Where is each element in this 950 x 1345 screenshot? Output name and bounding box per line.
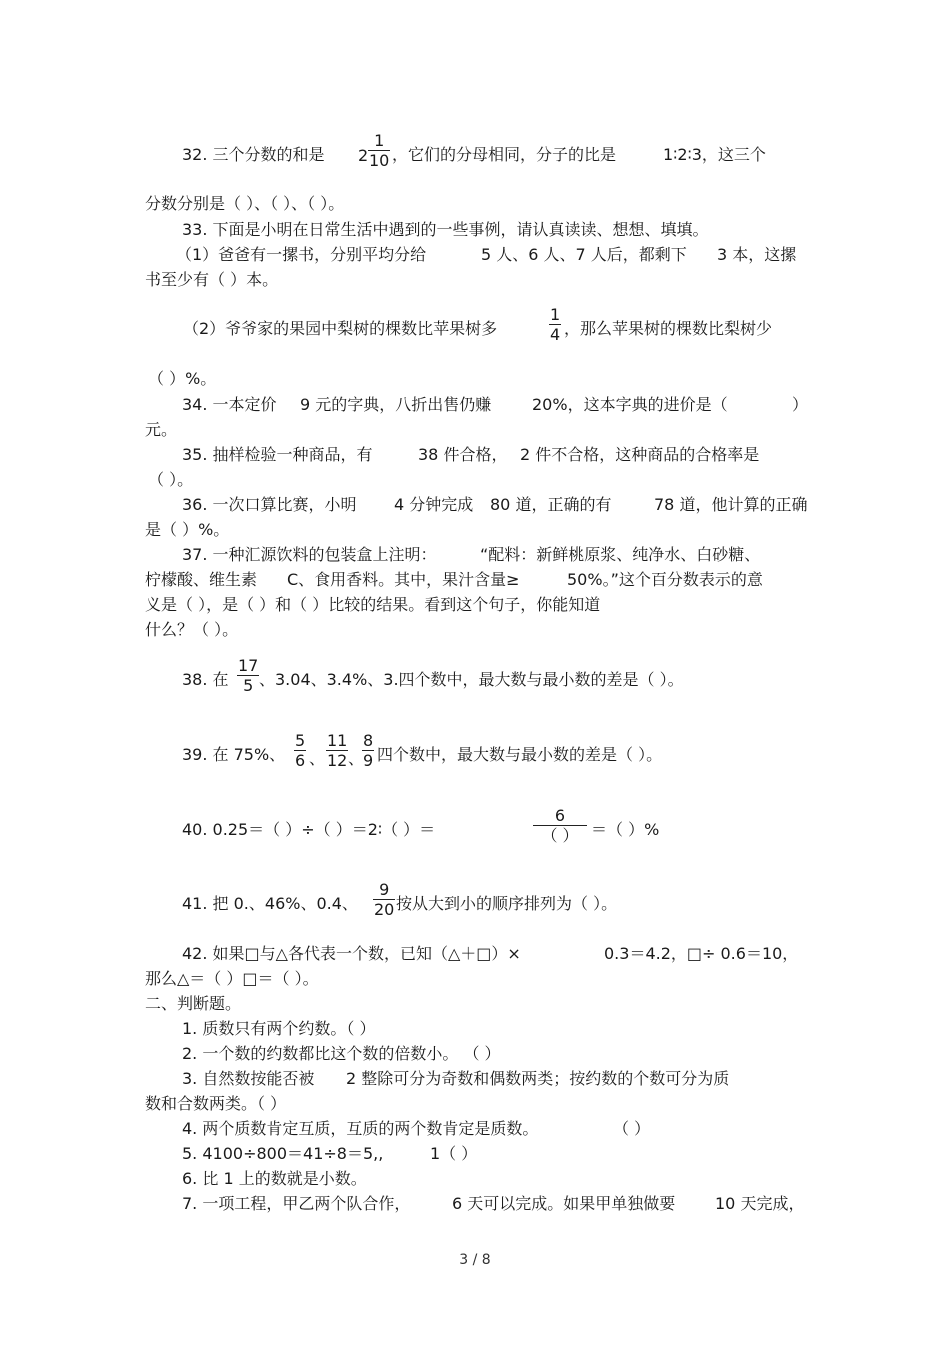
q34-text-b: 9 元的字典，八折出售仍赚 xyxy=(300,395,492,414)
q42-text-a: 42. 如果□与△各代表一个数，已知（△＋□）× xyxy=(182,944,521,963)
q37-text-c: 柠檬酸、维生素 xyxy=(145,570,258,589)
q36-text-b: 4 分钟完成 xyxy=(394,495,474,514)
q41-text-b: 按从大到小的顺序排列为（ ）。 xyxy=(396,894,618,913)
q33-p1-d: 书至少有（ ）本。 xyxy=(145,270,279,289)
q41-denominator: 20 xyxy=(374,900,395,919)
judgement-3-b: 2 整除可分为奇数和偶数两类；按约数的个数可分为质 xyxy=(346,1069,730,1088)
judgement-2: 2. 一个数的约数都比这个数的倍数小。 （ ） xyxy=(182,1044,501,1063)
q32-fraction xyxy=(368,131,390,170)
q39-text-b: 四个数中，最大数与最小数的差是（ ）。 xyxy=(377,745,663,764)
q37-text-e: 50%。”这个百分数表示的意 xyxy=(567,570,763,589)
q42-text-b: 0.3＝4.2，□÷ 0.6＝10， xyxy=(604,944,799,963)
q34-text-d: ） xyxy=(792,395,809,414)
q36-text-d: 78 道，他计算的正确 xyxy=(654,495,808,514)
q39-fraction-3 xyxy=(362,731,374,770)
q42-text-c: 那么△＝（ ）□＝（ ）。 xyxy=(145,969,319,988)
q32-text-a: 32. 三个分数的和是 xyxy=(182,145,325,164)
page-number: 3 / 8 xyxy=(459,1252,491,1268)
q33-title: 33. 下面是小明在日常生活中遇到的一些事例，请认真读读、想想、填填。 xyxy=(182,220,709,239)
q37-text-d: C、食用香料。其中，果汁含量≥ xyxy=(287,570,520,589)
q34-text-e: 元。 xyxy=(145,420,178,439)
q40-numerator: 6 xyxy=(533,806,587,826)
q35-text-d: （ ）。 xyxy=(148,470,194,489)
q40-text-b: ＝（ ）% xyxy=(591,820,660,839)
judgement-7-a: 7. 一项工程，甲乙两个队合作， xyxy=(182,1194,411,1213)
judgement-4-a: 4. 两个质数肯定互质，互质的两个数肯定是质数。 xyxy=(182,1119,539,1138)
q33-denominator: 4 xyxy=(550,325,561,344)
q40-denominator: （ ） xyxy=(541,826,579,845)
q38-text-b: 、3.04、3.4%、3.四个数中，最大数与最小数的差是（ ）。 xyxy=(259,670,684,689)
q41-text-a: 41. 把 0.、46%、0.4、 xyxy=(182,894,358,913)
q33-p2-a: （2）爷爷家的果园中梨树的棵数比苹果树多 xyxy=(183,319,498,338)
q36-text-c: 80 道，正确的有 xyxy=(490,495,612,514)
q38-fraction xyxy=(237,656,259,695)
judgement-6: 6. 比 1 上的数就是小数。 xyxy=(182,1169,367,1188)
judgement-5-b: 1（ ） xyxy=(430,1144,478,1163)
judgement-4-b: （ ） xyxy=(613,1119,651,1138)
judgement-5-a: 5. 4100÷800＝41÷8＝5,, xyxy=(182,1144,384,1163)
q39-separator-1: 、 xyxy=(309,749,326,768)
q38-denominator: 5 xyxy=(243,676,254,695)
q37-text-f: 义是（ ），是（ ）和（ ）比较的结果。看到这个句子，你能知道 xyxy=(145,595,601,614)
judgement-7-c: 10 天完成， xyxy=(715,1194,805,1213)
q34-text-a: 34. 一本定价 xyxy=(182,395,277,414)
judgement-7-b: 6 天可以完成。如果甲单独做要 xyxy=(452,1194,676,1213)
q36-text-a: 36. 一次口算比赛，小明 xyxy=(182,495,357,514)
q41-fraction xyxy=(373,880,395,919)
q32-mixed-whole: 2 xyxy=(358,146,369,165)
q39-denominator-2: 12 xyxy=(327,751,348,770)
q33-p1-a: （1）爸爸有一摞书，分别平均分给 xyxy=(176,245,427,264)
q34-text-c: 20%，这本字典的进价是（ xyxy=(532,395,728,414)
q33-p1-b: 5 人、6 人、7 人后，都剩下 xyxy=(481,245,687,264)
q39-text-a: 39. 在 75%、 xyxy=(182,745,286,764)
q35-text-c: 2 件不合格，这种商品的合格率是 xyxy=(520,445,760,464)
q40-fraction xyxy=(533,806,587,845)
q33-p2-b: ，那么苹果树的棵数比梨树少 xyxy=(564,319,773,338)
q38-text-a: 38. 在 xyxy=(182,670,229,689)
q36-text-e: 是（ ）%。 xyxy=(145,520,230,539)
q39-denominator-3: 9 xyxy=(363,751,374,770)
q39-fraction-2 xyxy=(326,731,348,770)
q32-denominator: 10 xyxy=(369,151,390,170)
q39-numerator-3: 8 xyxy=(363,731,374,750)
q32-text-b: ，它们的分母相同，分子的比是 xyxy=(392,145,617,164)
q38-numerator: 17 xyxy=(238,656,259,675)
judgement-3-a: 3. 自然数按能否被 xyxy=(182,1069,315,1088)
judgement-1: 1. 质数只有两个约数。（ ） xyxy=(182,1019,376,1038)
q32-text-d: 分数分别是（ ）、（ ）、（ ）。 xyxy=(145,194,345,213)
q39-separator-2: 、 xyxy=(348,749,365,768)
q33-p1-c: 3 本，这摞 xyxy=(717,245,797,264)
q33-numerator: 1 xyxy=(550,305,561,324)
q39-denominator-1: 6 xyxy=(295,751,306,770)
q39-numerator-2: 11 xyxy=(327,731,348,750)
q35-text-b: 38 件合格， xyxy=(418,445,508,464)
section-title-judgement: 二、判断题。 xyxy=(145,994,242,1013)
q33-p2-c: （ ）%。 xyxy=(148,369,217,388)
q40-text-a: 40. 0.25＝（ ）÷（ ）＝2∶（ ）＝ xyxy=(182,820,436,839)
q39-numerator-1: 5 xyxy=(295,731,306,750)
q37-text-g: 什么？（ ）。 xyxy=(145,620,239,639)
q35-text-a: 35. 抽样检验一种商品，有 xyxy=(182,445,373,464)
q37-text-b: “配料：新鲜桃原浆、纯净水、白砂糖、 xyxy=(480,545,761,564)
q41-numerator: 9 xyxy=(373,880,395,900)
q32-numerator: 1 xyxy=(368,131,390,151)
q37-text-a: 37. 一种汇源饮料的包装盒上注明： xyxy=(182,545,437,564)
judgement-3-c: 数和合数两类。（ ） xyxy=(145,1094,287,1113)
q39-fraction-1 xyxy=(294,731,306,770)
q33-fraction xyxy=(549,305,561,344)
q32-text-c: 1∶2∶3，这三个 xyxy=(663,145,766,164)
